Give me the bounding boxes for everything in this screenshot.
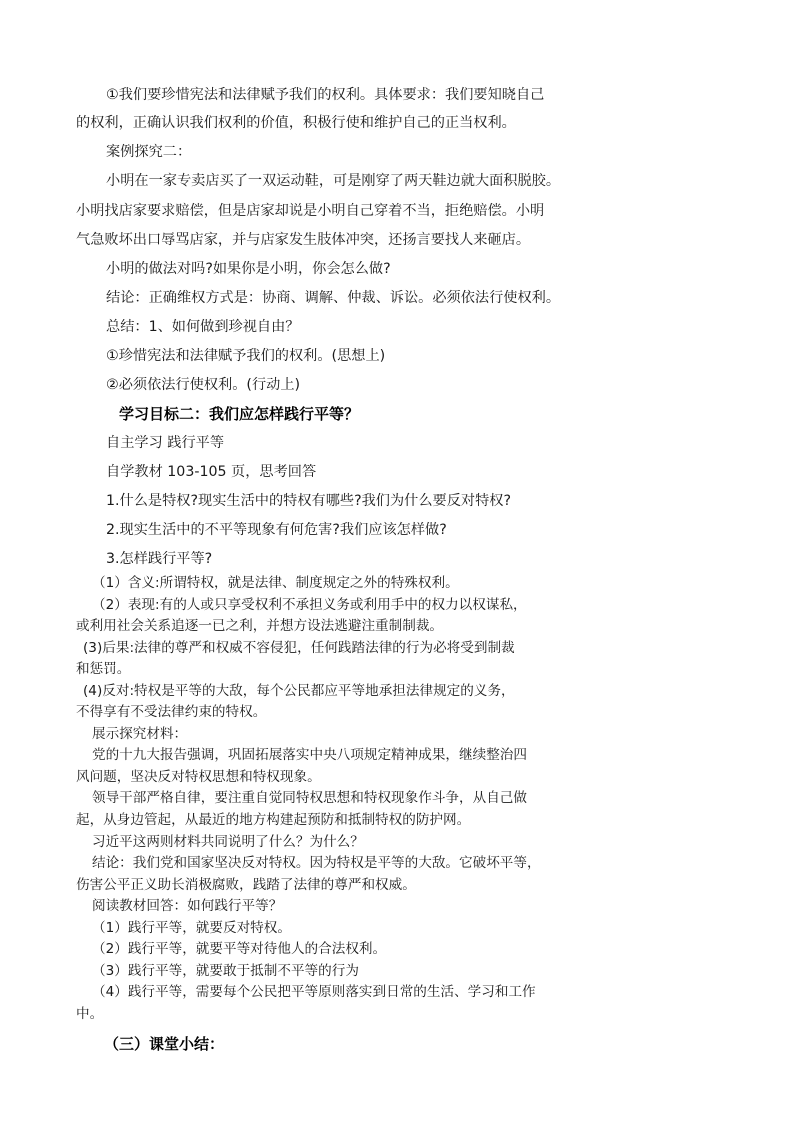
paragraph-line: 风问题，坚决反对特权思想和特权现象。 [76,769,321,785]
paragraph-line: 小明的做法对吗?如果你是小明，你会怎么做? [106,261,391,277]
paragraph-line: 小明在一家专卖店买了一双运动鞋，可是刚穿了两天鞋边就大面积脱胶。 [106,173,561,189]
paragraph-line: 气急败坏出口辱骂店家，并与店家发生肢体冲突，还扬言要找人来砸店。 [76,232,531,248]
section-label: 展示探究材料： [92,726,188,742]
paragraph-line: 3.怎样践行平等? [106,551,213,567]
paragraph-line: 结论：正确维权方式是：协商、调解、仲裁、诉讼。必须依法行使权利。 [106,290,561,306]
paragraph-line: 或利用社会关系追逐一已之利，并想方设法逃避注重制制裁。 [76,618,444,634]
paragraph-line: 总结：1、如何做到珍视自由？ [106,319,300,335]
paragraph-line: 1.什么是特权?现实生活中的特权有哪些?我们为什么要反对特权? [106,493,512,509]
paragraph-line: 中。 [76,1006,104,1022]
paragraph-line: ①我们要珍惜宪法和法律赋予我们的权利。具体要求：我们要知晓自己 [106,87,545,103]
section-label: 案例探究二： [106,144,192,160]
paragraph-line: 结论：我们党和国家坚决反对特权。因为特权是平等的大敌。它破坏平等， [92,855,541,871]
paragraph-line: 领导干部严格自律，要注重自觉同特权思想和特权现象作斗争，从自己做 [92,790,527,806]
paragraph-line: (3)后果:法律的尊严和权威不容侵犯，任何践踏法律的行为必将受到制裁 [83,640,515,656]
paragraph-line: ②必须依法行使权利。(行动上) [106,377,301,393]
paragraph-line: 小明找店家要求赔偿，但是店家却说是小明自己穿着不当，拒绝赔偿。小明 [76,203,545,219]
list-item: （1）践行平等，就要反对特权。 [92,920,291,936]
section-heading: 学习目标二：我们应怎样践行平等？ [119,405,360,423]
paragraph-line: 伤害公平正义助长消极腐败，践踏了法律的尊严和权威。 [76,877,416,893]
paragraph-line: 自主学习 践行平等 [106,435,225,451]
paragraph-line: 和惩罚。 [76,661,131,677]
section-heading: （三）课堂小结： [104,1035,225,1053]
list-item: （2）践行平等，就要平等对待他人的合法权利。 [92,941,387,957]
paragraph-line: 习近平这两则材料共同说明了什么？为什么？ [92,834,364,850]
section-label: 阅读教材回答：如何践行平等？ [92,898,283,914]
list-item: （3）践行平等，就要敢于抵制不平等的行为 [92,963,359,979]
list-item: （4）践行平等，需要每个公民把平等原则落实到日常的生活、学习和工作 [92,984,536,1000]
paragraph-line: 起，从身边管起，从最近的地方构建起预防和抵制特权的防护网。 [76,812,471,828]
paragraph-line: ①珍惜宪法和法律赋予我们的权利。(思想上) [106,348,386,364]
paragraph-line: 2.现实生活中的不平等现象有何危害?我们应该怎样做? [106,522,447,538]
paragraph-line: 党的十九大报告强调，巩固拓展落实中央八项规定精神成果，继续整治四 [92,747,527,763]
paragraph-line: 不得享有不受法律约束的特权。 [76,704,267,720]
paragraph-line: (4)反对:特权是平等的大敌，每个公民都应平等地承担法律规定的义务， [83,683,515,699]
paragraph-line: 的权利，正确认识我们权利的价值，积极行使和维护自己的正当权利。 [76,115,516,131]
paragraph-line: 自学教材 103-105 页，思考回答 [106,464,317,480]
paragraph-line: （2）表现:有的人或只享受权利不承担义务或利用手中的权力以权谋私， [92,597,527,613]
paragraph-line: （1）含义:所谓特权，就是法律、制度规定之外的特殊权利。 [92,575,459,591]
